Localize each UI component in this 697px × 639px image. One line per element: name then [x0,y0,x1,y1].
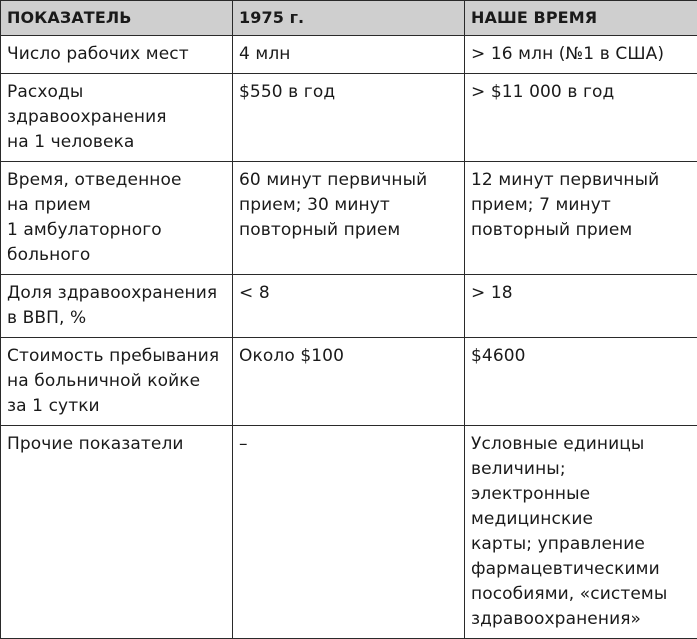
cell-line: 12 минут первичный [471,168,691,193]
cell-1975 [233,275,465,338]
cell-now [465,338,697,426]
cell-1975 [233,426,465,639]
cell-line: величины; [471,457,691,482]
cell-now [465,74,697,162]
table-body [1,36,697,639]
cell-1975 [233,338,465,426]
cell-line: электронные [471,482,691,507]
cell-line: Прочие показатели [7,432,226,457]
cell-line: повторный прием [471,218,691,243]
cell-line: Время, отведенное [7,168,226,193]
cell-now [465,275,697,338]
cell-line: за 1 сутки [7,394,226,419]
cell-line: здравоохранения [7,105,226,130]
cell-line: Число рабочих мест [7,42,226,67]
table-row [1,338,697,426]
cell-line: $4600 [471,344,691,369]
cell-line: Около $100 [239,344,458,369]
cell-line: прием; 30 минут [239,193,458,218]
cell-indicator [1,74,233,162]
cell-line: больного [7,243,226,268]
cell-now [465,426,697,639]
cell-line: Условные единицы [471,432,691,457]
cell-line: $550 в год [239,80,458,105]
cell-line: на 1 человека [7,130,226,155]
table-row [1,426,697,639]
cell-1975 [233,36,465,74]
table-row [1,74,697,162]
cell-line: пособиями, «системы [471,582,691,607]
cell-now [465,36,697,74]
cell-line: 60 минут первичный [239,168,458,193]
cell-line: – [239,432,458,457]
cell-indicator [1,36,233,74]
cell-1975 [233,74,465,162]
cell-line: на больничной койке [7,369,226,394]
header-1975: 1975 г. [233,1,465,36]
cell-line: > 18 [471,281,691,306]
cell-line: Стоимость пребывания [7,344,226,369]
table-row [1,162,697,275]
cell-line: медицинские [471,507,691,532]
table-row [1,275,697,338]
cell-line: 4 млн [239,42,458,67]
cell-line: здравоохранения» [471,607,691,632]
cell-line: на прием [7,193,226,218]
header-row [1,1,697,36]
cell-line: > 16 млн (№1 в США) [471,42,691,67]
header-indicator: ПОКАЗАТЕЛЬ [1,1,233,36]
cell-line: > $11 000 в год [471,80,691,105]
table-header [1,1,697,36]
header-now: НАШЕ ВРЕМЯ [465,1,697,36]
cell-now [465,162,697,275]
cell-line: фармацевтическими [471,557,691,582]
cell-indicator [1,162,233,275]
cell-1975 [233,162,465,275]
cell-line: Расходы [7,80,226,105]
cell-line: повторный прием [239,218,458,243]
cell-line: прием; 7 минут [471,193,691,218]
cell-line: карты; управление [471,532,691,557]
cell-indicator [1,275,233,338]
cell-line: в ВВП, % [7,306,226,331]
cell-line: 1 амбулаторного [7,218,226,243]
table-row [1,36,697,74]
cell-line: Доля здравоохранения [7,281,226,306]
cell-line: < 8 [239,281,458,306]
cell-indicator [1,338,233,426]
cell-indicator [1,426,233,639]
